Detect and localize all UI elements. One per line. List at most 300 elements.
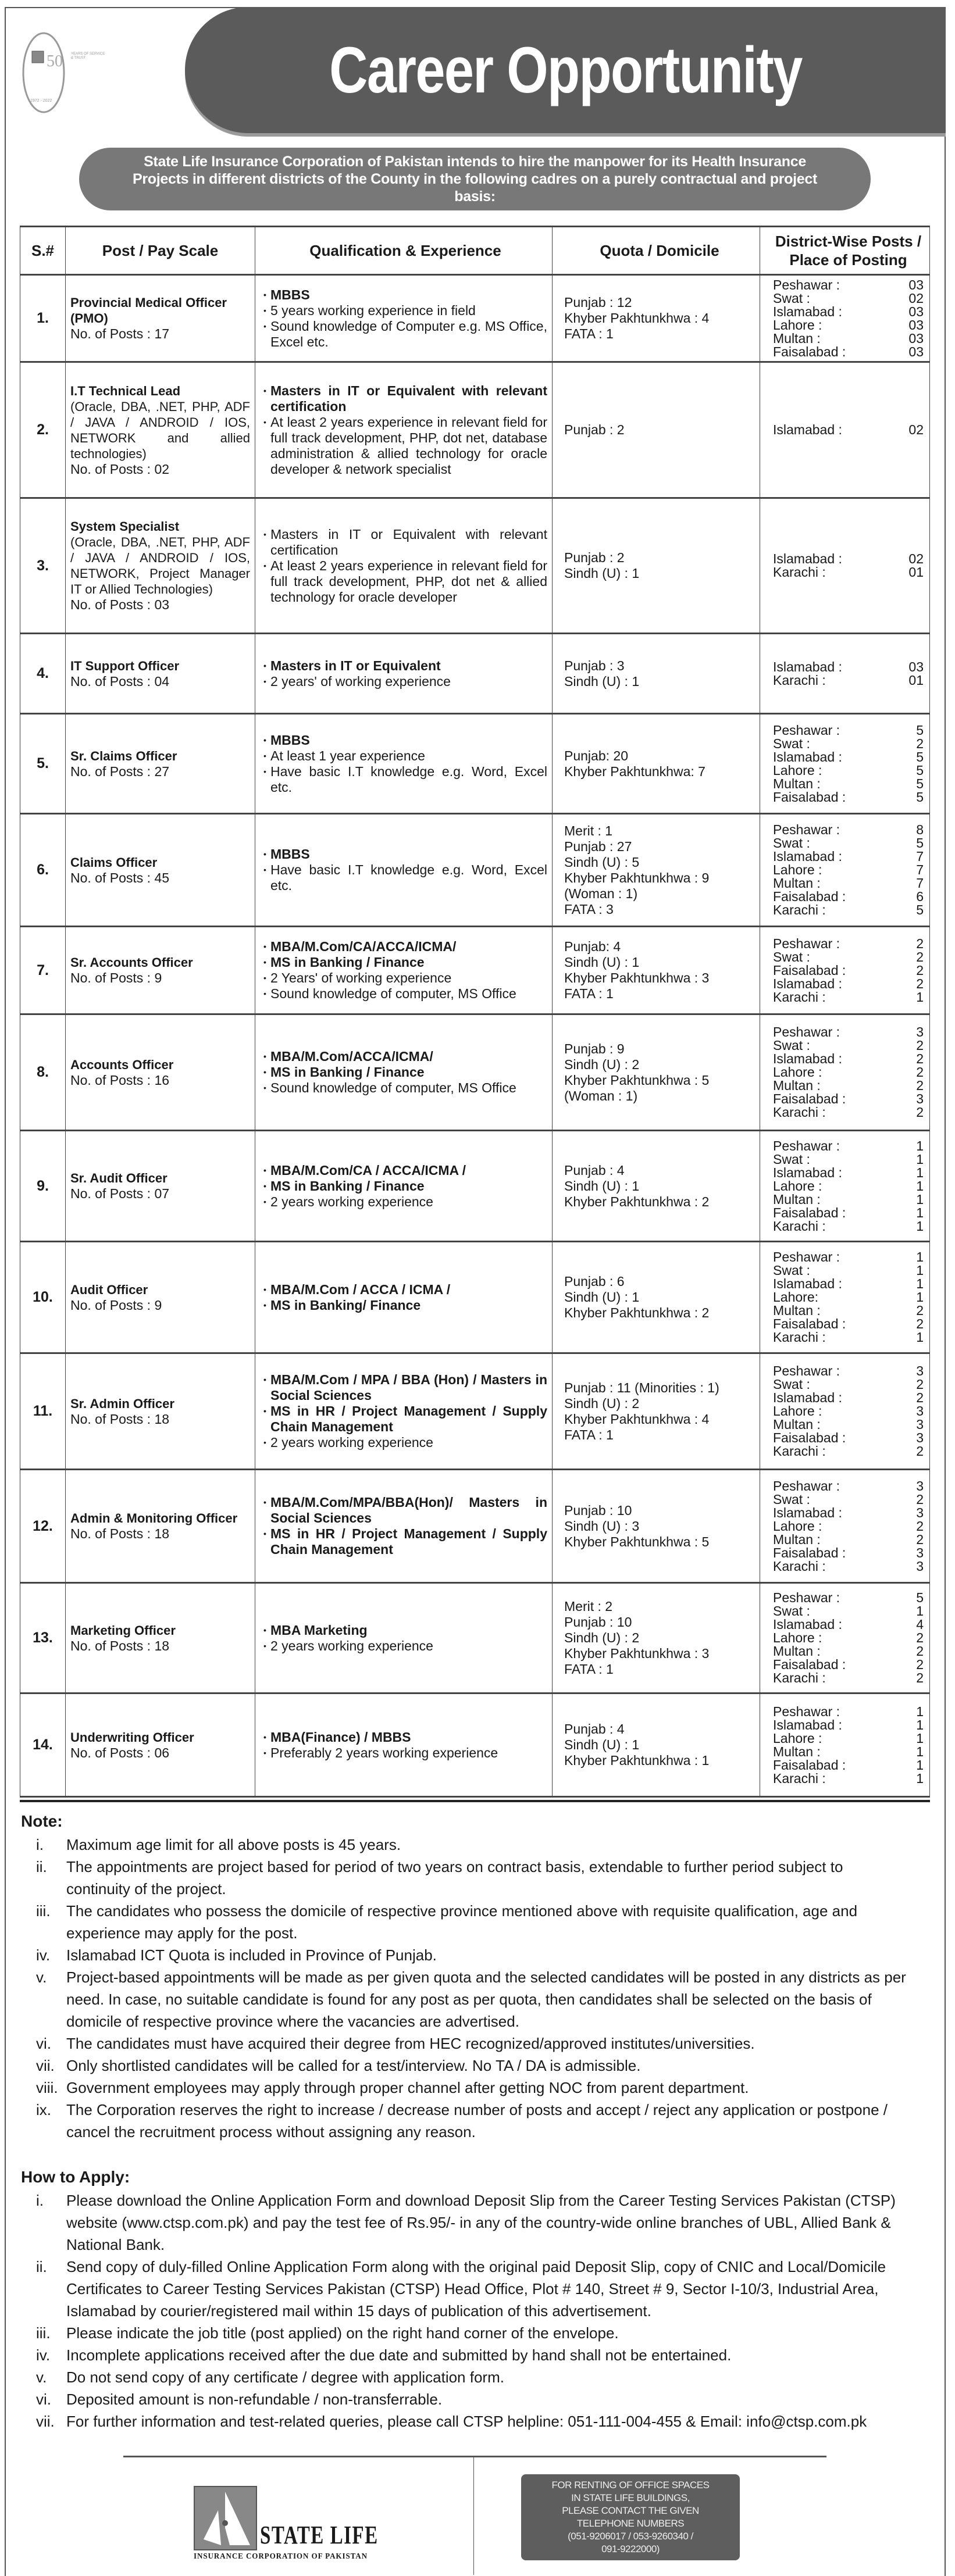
post-cell <box>65 814 255 926</box>
district-item <box>773 1066 924 1079</box>
post-title: I.T Technical Lead <box>70 383 181 398</box>
district-count: 01 <box>908 564 924 580</box>
qualification-item: • MBA/M.Com/CA / ACCA/ICMA / <box>263 1163 547 1178</box>
rent-notice-line: 091-9222000) <box>601 2543 660 2554</box>
jobs-table <box>20 226 930 1798</box>
anniversary-emblem-icon <box>17 29 70 116</box>
apply-step-number: i. <box>36 2192 44 2209</box>
how-to-apply-section <box>20 2166 930 2432</box>
quota-cell <box>552 1584 760 1692</box>
qualification-item: • At least 1 year experience <box>263 748 547 764</box>
district-item <box>773 1605 924 1618</box>
note-item <box>21 1900 930 1944</box>
district-name: Islamabad : <box>773 303 842 319</box>
note-item <box>21 1834 930 1856</box>
district-name: Islamabad : <box>773 849 842 864</box>
col-header-districts: District-Wise Posts / Place of Posting <box>760 227 930 274</box>
district-item <box>773 837 924 850</box>
table-row <box>20 1354 930 1470</box>
posts-count: No. of Posts : 45 <box>70 870 170 885</box>
district-name: Multan : <box>773 1531 821 1547</box>
post-cell <box>65 276 255 361</box>
district-count: 7 <box>916 849 924 864</box>
district-item <box>773 1304 924 1317</box>
district-item <box>773 1391 924 1405</box>
quota-cell <box>552 634 760 713</box>
district-count: 3 <box>916 1545 924 1560</box>
district-name: Faisalabad : <box>773 1757 846 1773</box>
district-count: 2 <box>916 735 924 751</box>
posts-count: No. of Posts : 9 <box>70 970 162 985</box>
district-item <box>773 1139 924 1153</box>
district-name: Swat : <box>773 1038 810 1053</box>
districts-cell <box>760 1470 930 1582</box>
post-cell <box>65 927 255 1013</box>
note-item <box>21 2099 930 2143</box>
qualification-item: • MS in Banking/ Finance <box>263 1298 547 1313</box>
district-count: 5 <box>916 749 924 764</box>
district-count: 1 <box>916 1218 924 1234</box>
anniversary-logo <box>17 29 116 116</box>
apply-step-number: vi. <box>36 2391 51 2408</box>
quota-item: Punjab: 20 <box>564 748 628 763</box>
qualification-cell <box>255 363 552 497</box>
district-item <box>773 890 924 903</box>
district-name: Peshawar : <box>773 822 840 837</box>
apply-step-text: Deposited amount is non-refundable / non-transferrable. <box>66 2391 443 2408</box>
apply-step <box>21 2344 930 2366</box>
note-item-text: Maximum age limit for all above posts is 45 years. <box>66 1836 401 1853</box>
district-name: Swat : <box>773 835 810 851</box>
rent-notice-line: (051-9206017 / 053-9260340 / <box>568 2531 693 2542</box>
note-item-number: viii. <box>36 2079 58 2096</box>
district-count: 2 <box>916 1657 924 1672</box>
district-item <box>773 1591 924 1605</box>
page-content <box>20 226 930 2575</box>
quota-item: Punjab : 11 (Minorities : 1) <box>564 1380 719 1395</box>
quota-cell <box>552 714 760 813</box>
district-name: Karachi : <box>773 989 826 1005</box>
district-item <box>773 1732 924 1745</box>
qualification-item: • Masters in IT or Equivalent <box>263 658 547 674</box>
district-count: 2 <box>916 1670 924 1685</box>
qualification-item: • MBBS <box>263 733 547 748</box>
district-count: 02 <box>908 290 924 306</box>
quota-item: Sindh (U) : 1 <box>564 1178 640 1194</box>
post-cell <box>65 1584 255 1692</box>
district-count: 01 <box>908 672 924 688</box>
posts-count: No. of Posts : 02 <box>70 461 170 477</box>
districts-cell <box>760 1694 930 1796</box>
quota-item: Sindh (U) : 1 <box>564 566 640 581</box>
serial-number: 3. <box>20 499 65 633</box>
district-name: Karachi : <box>773 1330 826 1345</box>
quota-item: Khyber Pakhtunkhwa : 1 <box>564 1753 710 1768</box>
post-title: Provincial Medical Officer (PMO) <box>70 295 227 326</box>
district-name: Karachi : <box>773 564 826 580</box>
serial-number: 1. <box>20 276 65 361</box>
districts-cell <box>760 1584 930 1692</box>
qualification-cell <box>255 714 552 813</box>
apply-step <box>21 2322 930 2344</box>
district-name: Karachi : <box>773 672 826 688</box>
district-count: 2 <box>916 962 924 978</box>
quota-item: Punjab : 3 <box>564 658 625 673</box>
quota-cell <box>552 1694 760 1796</box>
district-count: 2 <box>916 1064 924 1080</box>
posts-count: No. of Posts : 03 <box>70 597 170 612</box>
district-name: Lahore : <box>773 1730 822 1746</box>
post-title: Accounts Officer <box>70 1057 174 1072</box>
apply-step-text: For further information and test-related queries, please call CTSP helpline: 051-111-004-455 & Email: info@ctsp.com.pk <box>66 2413 867 2430</box>
table-row <box>20 276 930 363</box>
quota-item: Khyber Pakhtunkhwa : 4 <box>564 1411 710 1427</box>
district-name: Lahore : <box>773 1178 822 1194</box>
note-item <box>21 1944 930 1966</box>
qualification-item: • MBBS <box>263 287 547 303</box>
district-name: Swat : <box>773 1263 810 1278</box>
qualification-cell <box>255 499 552 633</box>
note-item-text: Islamabad ICT Quota is included in Province of Punjab. <box>66 1946 437 1964</box>
quota-cell <box>552 927 760 1013</box>
qualification-item: • MS in HR / Project Management / Supply Chain Management <box>263 1526 547 1557</box>
district-item <box>773 1506 924 1520</box>
districts-cell <box>760 363 930 497</box>
district-name: Multan : <box>773 1303 821 1318</box>
district-item <box>773 1251 924 1264</box>
quota-item: Punjab : 4 <box>564 1721 625 1737</box>
note-item <box>21 2055 930 2077</box>
qualification-cell <box>255 1584 552 1692</box>
posts-count: No. of Posts : 18 <box>70 1526 170 1541</box>
table-header <box>20 227 930 276</box>
district-count: 3 <box>916 1024 924 1039</box>
quota-item: Khyber Pakhtunkhwa : 2 <box>564 1305 710 1320</box>
footer <box>20 2456 930 2575</box>
district-item <box>773 1618 924 1631</box>
note-item-number: i. <box>36 1836 44 1853</box>
district-count: 3 <box>916 1558 924 1574</box>
district-count: 1 <box>916 1289 924 1305</box>
district-item <box>773 863 924 877</box>
district-name: Islamabad : <box>773 1505 842 1520</box>
apply-step <box>21 2256 930 2322</box>
district-name: Karachi : <box>773 1444 826 1459</box>
post-cell <box>65 1470 255 1582</box>
district-item <box>773 1418 924 1431</box>
table-row <box>20 1694 930 1798</box>
serial-number: 9. <box>20 1131 65 1241</box>
posts-count: No. of Posts : 07 <box>70 1186 170 1201</box>
apply-step-number: ii. <box>36 2258 47 2275</box>
districts-cell <box>760 1131 930 1241</box>
district-item <box>773 977 924 991</box>
serial-number: 11. <box>20 1354 65 1469</box>
post-title: Sr. Accounts Officer <box>70 955 193 970</box>
quota-item: Sindh (U) : 2 <box>564 1395 640 1411</box>
note-item-number: ii. <box>36 1858 47 1875</box>
district-item <box>773 292 924 305</box>
district-name: Multan : <box>773 1644 821 1659</box>
apply-step <box>21 2366 930 2388</box>
district-name: Karachi : <box>773 1770 826 1786</box>
post-title: Sr. Admin Officer <box>70 1396 174 1411</box>
qualification-item: • 2 Years' of working experience <box>263 970 547 986</box>
quota-cell <box>552 276 760 361</box>
table-row <box>20 499 930 634</box>
qualification-cell <box>255 1470 552 1582</box>
qualification-item: • MBA/M.Com/MPA/BBA(Hon)/ Masters in Social Sciences <box>263 1495 547 1526</box>
qualification-item: • MS in HR / Project Management / Supply Chain Management <box>263 1403 547 1435</box>
district-count: 5 <box>916 722 924 738</box>
district-count: 03 <box>908 303 924 319</box>
quota-cell <box>552 1470 760 1582</box>
district-item <box>773 319 924 332</box>
qualification-item: • MS in Banking / Finance <box>263 1178 547 1194</box>
post-cell <box>65 714 255 813</box>
district-item <box>773 1560 924 1573</box>
posts-count: No. of Posts : 18 <box>70 1638 170 1653</box>
district-count: 3 <box>916 1417 924 1432</box>
district-count: 1 <box>916 1330 924 1345</box>
post-title: Underwriting Officer <box>70 1730 194 1745</box>
district-item <box>773 1745 924 1759</box>
district-count: 1 <box>916 1770 924 1786</box>
district-item <box>773 1277 924 1291</box>
district-item <box>773 877 924 890</box>
district-count: 4 <box>916 1617 924 1632</box>
district-item <box>773 1317 924 1331</box>
post-title: Audit Officer <box>70 1282 148 1297</box>
district-name: Karachi : <box>773 1105 826 1120</box>
qualification-item: • Sound knowledge of Computer e.g. MS Office, Excel etc. <box>263 319 547 350</box>
note-item-text: Government employees may apply through proper channel after getting NOC from parent department. <box>66 2079 749 2096</box>
district-count: 2 <box>916 1444 924 1459</box>
rent-notice-line: TELEPHONE NUMBERS <box>576 2518 685 2529</box>
district-name: Lahore : <box>773 1403 822 1419</box>
brand-subtitle: INSURANCE CORPORATION OF PAKISTAN <box>194 2552 368 2561</box>
district-item <box>773 566 924 579</box>
note-item-text: Only shortlisted candidates will be called for a test/interview. No TA / DA is admissible. <box>66 2057 641 2074</box>
district-count: 2 <box>916 1390 924 1405</box>
qualification-cell <box>255 1694 552 1796</box>
district-item <box>773 1671 924 1685</box>
district-item <box>773 737 924 751</box>
district-item <box>773 423 924 437</box>
qualification-item: • MBA(Finance) / MBBS <box>263 1730 547 1745</box>
district-item <box>773 1533 924 1546</box>
district-name: Multan : <box>773 1417 821 1432</box>
post-title: Claims Officer <box>70 855 158 870</box>
qualification-item: • At least 2 years experience in relevant field for full track development, PHP, dot net, database administration & allied technology for oracle developer & network specialist <box>263 415 547 477</box>
district-count: 03 <box>908 277 924 292</box>
quota-item: Sindh (U) : 3 <box>564 1518 640 1534</box>
apply-step-text: Do not send copy of any certificate / degree with application form. <box>66 2368 504 2386</box>
district-count: 6 <box>916 889 924 904</box>
table-row <box>20 1470 930 1584</box>
district-item <box>773 278 924 292</box>
qualification-item: • MS in Banking / Finance <box>263 955 547 970</box>
col-header-quota: Quota / Domicile <box>552 227 760 274</box>
district-name: Multan : <box>773 776 821 791</box>
district-name: Islamabad : <box>773 1276 842 1291</box>
district-count: 5 <box>916 776 924 791</box>
note-item-number: v. <box>36 1968 47 1986</box>
quota-item: Merit : 2 <box>564 1599 613 1614</box>
district-count: 03 <box>908 330 924 346</box>
district-count: 2 <box>916 1518 924 1534</box>
district-count: 3 <box>916 1430 924 1445</box>
rent-notice-line: PLEASE CONTACT THE GIVEN <box>562 2505 699 2516</box>
district-name: Islamabad : <box>773 1164 842 1180</box>
quota-item: Punjab: 4 <box>564 939 621 954</box>
district-count: 2 <box>916 1491 924 1507</box>
note-item-text: The appointments are project based for period of two years on contract basis, extendable to further period subject to continuity of the project. <box>66 1858 843 1898</box>
district-count: 3 <box>916 1505 924 1520</box>
district-count: 5 <box>916 789 924 805</box>
district-name: Lahore : <box>773 1518 822 1534</box>
district-item <box>773 1493 924 1506</box>
rent-notice-line: IN STATE LIFE BUILDINGS, <box>571 2492 690 2503</box>
district-name: Karachi : <box>773 1558 826 1574</box>
quota-item: Khyber Pakhtunkhwa : 3 <box>564 1646 710 1661</box>
quota-cell <box>552 1015 760 1130</box>
apply-step <box>21 2189 930 2256</box>
district-count: 2 <box>916 1644 924 1659</box>
apply-step <box>21 2388 930 2410</box>
footer-vertical-divider <box>473 2457 474 2575</box>
posts-count: No. of Posts : 04 <box>70 673 170 689</box>
note-item-number: iii. <box>36 1902 51 1920</box>
district-count: 5 <box>916 762 924 778</box>
district-item <box>773 552 924 566</box>
qualification-item: • 2 years working experience <box>263 1638 547 1654</box>
quota-item: Punjab : 6 <box>564 1274 625 1289</box>
district-item <box>773 1153 924 1166</box>
office-rent-notice <box>521 2474 740 2560</box>
quota-item: Punjab : 10 <box>564 1614 632 1630</box>
notes-heading: Note: <box>21 1812 63 1830</box>
district-count: 1 <box>916 1757 924 1773</box>
district-item <box>773 1052 924 1066</box>
district-item <box>773 1378 924 1391</box>
apply-step-text: Incomplete applications received after the due date and submitted by hand shall not be entertained. <box>66 2346 732 2364</box>
post-title: Admin & Monitoring Officer <box>70 1511 238 1525</box>
district-name: Peshawar : <box>773 1138 840 1153</box>
quota-item: FATA : 1 <box>564 1662 614 1677</box>
note-item-text: Project-based appointments will be made as per given quota and the selected candidates will be posted in any districts as per need. In case, no suitable candidate is found for any post as per quota, then candidates shall be selected on the basis of domicile of respective province where the vacancies are advertised. <box>66 1968 906 2030</box>
apply-step-number: iv. <box>36 2346 51 2364</box>
district-count: 2 <box>916 1630 924 1645</box>
quota-item: Sindh (U) : 1 <box>564 1737 640 1752</box>
qualification-item: • Have basic I.T knowledge e.g. Word, Excel etc. <box>263 764 547 795</box>
district-item <box>773 1705 924 1718</box>
district-count: 3 <box>916 1403 924 1419</box>
district-item <box>773 345 924 359</box>
qualification-item: • Sound knowledge of computer, MS Office <box>263 986 547 1002</box>
svg-text:50: 50 <box>47 52 63 70</box>
district-count: 1 <box>916 1249 924 1264</box>
post-title: Sr. Audit Officer <box>70 1171 168 1185</box>
qualification-item: • MBA/M.Com / MPA / BBA (Hon) / Masters in Social Sciences <box>263 1372 547 1403</box>
districts-cell <box>760 714 930 813</box>
state-life-logo <box>194 2486 426 2563</box>
post-title: IT Support Officer <box>70 658 179 673</box>
district-count: 7 <box>916 876 924 891</box>
district-count: 1 <box>916 1276 924 1291</box>
district-name: Islamabad : <box>773 1617 842 1632</box>
qualification-item: • MBBS <box>263 846 547 862</box>
district-item <box>773 1193 924 1206</box>
district-item <box>773 1445 924 1458</box>
district-name: Peshawar : <box>773 1478 840 1494</box>
district-item <box>773 764 924 777</box>
note-item-number: ix. <box>36 2101 51 2118</box>
district-count: 8 <box>916 822 924 837</box>
district-name: Swat : <box>773 735 810 751</box>
district-name: Karachi : <box>773 1670 826 1685</box>
district-count: 1 <box>916 989 924 1005</box>
quota-item: Sindh (U) : 1 <box>564 1289 640 1305</box>
quota-item: Sindh (U) : 2 <box>564 1056 640 1072</box>
district-name: Faisalabad : <box>773 1205 846 1220</box>
qualification-item: • MBA Marketing <box>263 1623 547 1638</box>
district-item <box>773 1039 924 1052</box>
district-name: Lahore : <box>773 762 822 778</box>
district-name: Faisalabad : <box>773 1091 846 1106</box>
note-item <box>21 2077 930 2099</box>
district-item <box>773 1431 924 1445</box>
post-cell <box>65 499 255 633</box>
district-item <box>773 1206 924 1220</box>
district-count: 2 <box>916 1105 924 1120</box>
district-item <box>773 1631 924 1645</box>
quota-item: Punjab : 9 <box>564 1041 625 1056</box>
district-count: 02 <box>908 422 924 437</box>
col-header-sn: S.# <box>20 227 65 274</box>
district-name: Faisalabad : <box>773 1657 846 1672</box>
district-count: 2 <box>916 1038 924 1053</box>
page-title: Career Opportunity <box>329 34 802 106</box>
qualification-cell <box>255 927 552 1013</box>
districts-cell <box>760 1015 930 1130</box>
table-row <box>20 363 930 499</box>
quota-item: Khyber Pakhtunkhwa : 5 <box>564 1534 710 1549</box>
district-count: 7 <box>916 862 924 877</box>
quota-item: Punjab : 2 <box>564 550 625 565</box>
district-name: Lahore : <box>773 862 822 877</box>
quota-item: FATA : 1 <box>564 1427 614 1442</box>
serial-number: 13. <box>20 1584 65 1692</box>
posts-count: No. of Posts : 18 <box>70 1411 170 1427</box>
district-name: Lahore : <box>773 317 822 333</box>
district-name: Multan : <box>773 330 821 346</box>
qualification-item: • Sound knowledge of computer, MS Office <box>263 1080 547 1096</box>
note-item-number: iv. <box>36 1946 51 1964</box>
qualification-cell <box>255 814 552 926</box>
district-name: Swat : <box>773 290 810 306</box>
district-name: Islamabad : <box>773 422 842 437</box>
districts-cell <box>760 1354 930 1469</box>
district-name: Peshawar : <box>773 722 840 738</box>
apply-heading: How to Apply: <box>21 2168 130 2186</box>
district-item <box>773 1645 924 1658</box>
district-count: 2 <box>916 949 924 964</box>
district-count: 3 <box>916 1478 924 1494</box>
district-item <box>773 1220 924 1233</box>
district-name: Swat : <box>773 1377 810 1392</box>
district-item <box>773 791 924 804</box>
